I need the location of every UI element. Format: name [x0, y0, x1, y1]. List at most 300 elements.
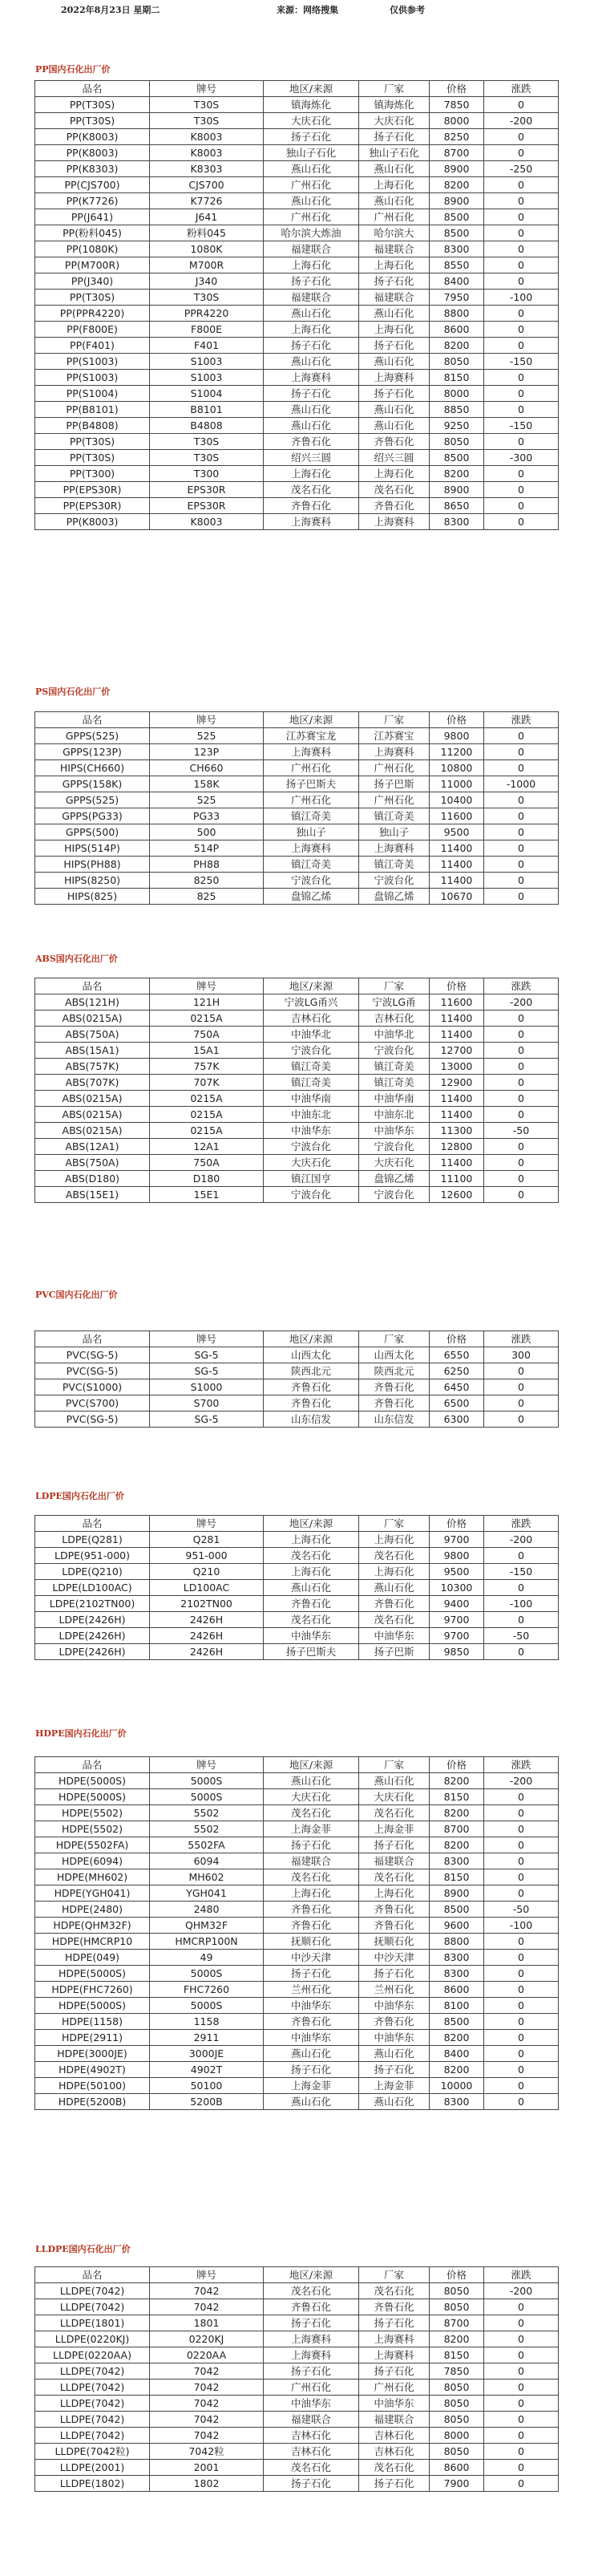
- cell-region: 茂名石化: [264, 2460, 359, 2476]
- table-row: [35, 273, 559, 290]
- cell-grade: 5502: [150, 1805, 264, 1821]
- column-header-grade: 牌号: [150, 1757, 264, 1773]
- cell-grade: 2426H: [150, 1644, 264, 1660]
- table-row: [35, 450, 559, 466]
- cell-price: 7850: [430, 97, 484, 113]
- table-header-row: [35, 1516, 559, 1532]
- cell-price: 9500: [430, 1564, 484, 1580]
- cell-change: 0: [484, 1789, 559, 1805]
- cell-price: 8150: [430, 370, 484, 386]
- column-header-change: 涨跌: [484, 1331, 559, 1347]
- cell-price: 12900: [430, 1075, 484, 1091]
- cell-region: 燕山石化: [264, 1580, 359, 1596]
- cell-change: 0: [484, 434, 559, 450]
- cell-price: 10670: [430, 889, 484, 905]
- cell-price: 8300: [430, 514, 484, 530]
- cell-maker: 齐鲁石化: [359, 2299, 430, 2315]
- cell-region: 上海赛科: [264, 2331, 359, 2347]
- cell-change: 0: [484, 728, 559, 744]
- cell-region: 宁波台化: [264, 1139, 359, 1155]
- cell-price: 9600: [430, 1918, 484, 1934]
- cell-price: 8200: [430, 1805, 484, 1821]
- section-title: PP国内石化出厂价: [35, 64, 111, 75]
- cell-change: 0: [484, 193, 559, 209]
- column-header-price: 价格: [430, 2267, 484, 2283]
- cell-region: 陕西北元: [264, 1363, 359, 1379]
- column-header-region: 地区/来源: [264, 712, 359, 728]
- cell-maker: 上海石化: [359, 1532, 430, 1548]
- cell-change: 0: [484, 1395, 559, 1412]
- cell-change: 0: [484, 466, 559, 482]
- column-header-maker: 厂家: [359, 1331, 430, 1347]
- cell-maker: 中油华东: [359, 1123, 430, 1139]
- table-row: [35, 873, 559, 889]
- cell-price: 7850: [430, 2363, 484, 2380]
- cell-maker: 大庆石化: [359, 1789, 430, 1805]
- cell-name: HIPS(CH660): [35, 760, 150, 776]
- cell-maker: 吉林石化: [359, 2428, 430, 2444]
- table-row: [35, 1580, 559, 1596]
- cell-price: 8050: [430, 2412, 484, 2428]
- cell-region: 扬子石化: [264, 2476, 359, 2492]
- cell-change: 0: [484, 1059, 559, 1075]
- cell-maker: 上海赛科: [359, 370, 430, 386]
- cell-region: 上海赛科: [264, 744, 359, 760]
- cell-maker: 扬子石化: [359, 1837, 430, 1853]
- cell-grade: S1004: [150, 386, 264, 402]
- cell-change: 0: [484, 2460, 559, 2476]
- cell-change: 0: [484, 2315, 559, 2331]
- cell-name: PP(B4808): [35, 418, 150, 434]
- cell-maker: 燕山石化: [359, 2046, 430, 2062]
- cell-region: 齐鲁石化: [264, 498, 359, 514]
- cell-price: 8300: [430, 1950, 484, 1966]
- table-row: [35, 1885, 559, 1902]
- cell-maker: 齐鲁石化: [359, 1395, 430, 1412]
- table-row: [35, 1027, 559, 1043]
- cell-change: 0: [484, 273, 559, 290]
- cell-price: 10000: [430, 2078, 484, 2094]
- cell-maker: 茂名石化: [359, 1805, 430, 1821]
- cell-change: 0: [484, 1363, 559, 1379]
- table-row: [35, 2078, 559, 2094]
- cell-maker: 扬子石化: [359, 338, 430, 354]
- table-row: [35, 1532, 559, 1548]
- cell-region: 山东信发: [264, 1412, 359, 1428]
- cell-region: 大庆石化: [264, 1155, 359, 1171]
- cell-maker: 盘锦乙烯: [359, 889, 430, 905]
- cell-price: 6300: [430, 1412, 484, 1428]
- table-row: [35, 1043, 559, 1059]
- cell-maker: 镇江奇美: [359, 1075, 430, 1091]
- cell-grade: EPS30R: [150, 482, 264, 498]
- cell-price: 8200: [430, 1837, 484, 1853]
- cell-price: 8150: [430, 2347, 484, 2363]
- cell-maker: 中油华东: [359, 2396, 430, 2412]
- table-row: [35, 824, 559, 840]
- cell-maker: 抚顺石化: [359, 1934, 430, 1950]
- cell-region: 广州石化: [264, 209, 359, 225]
- cell-change: 0: [484, 1885, 559, 1902]
- cell-maker: 茂名石化: [359, 1548, 430, 1564]
- cell-region: 燕山石化: [264, 193, 359, 209]
- cell-grade: 525: [150, 792, 264, 808]
- cell-name: PP(K8003): [35, 145, 150, 161]
- cell-region: 茂名石化: [264, 482, 359, 498]
- cell-name: HDPE(MH602): [35, 1869, 150, 1885]
- cell-name: LLDPE(2001): [35, 2460, 150, 2476]
- table-row: [35, 1805, 559, 1821]
- table-row: [35, 145, 559, 161]
- cell-region: 茂名石化: [264, 1869, 359, 1885]
- cell-change: 300: [484, 1347, 559, 1363]
- cell-name: ABS(D180): [35, 1171, 150, 1187]
- cell-change: 0: [484, 1837, 559, 1853]
- cell-change: -100: [484, 1596, 559, 1612]
- cell-grade: 7042: [150, 2412, 264, 2428]
- column-header-maker: 厂家: [359, 978, 430, 994]
- cell-region: 独山子: [264, 824, 359, 840]
- cell-grade: J340: [150, 273, 264, 290]
- cell-price: 8250: [430, 129, 484, 145]
- cell-maker: 茂名石化: [359, 482, 430, 498]
- cell-price: 8500: [430, 225, 484, 241]
- cell-change: 0: [484, 2476, 559, 2492]
- cell-maker: 陕西北元: [359, 1363, 430, 1379]
- cell-grade: PPR4220: [150, 306, 264, 322]
- cell-region: 上海石化: [264, 322, 359, 338]
- price-table: [34, 978, 559, 1203]
- cell-price: 8000: [430, 2428, 484, 2444]
- table-row: [35, 2444, 559, 2460]
- column-header-region: 地区/来源: [264, 978, 359, 994]
- cell-maker: 盘锦乙烯: [359, 1171, 430, 1187]
- cell-price: 8550: [430, 257, 484, 273]
- cell-grade: 121H: [150, 994, 264, 1011]
- cell-name: LDPE(951-000): [35, 1548, 150, 1564]
- cell-maker: 上海石化: [359, 257, 430, 273]
- cell-grade: F800E: [150, 322, 264, 338]
- cell-name: PP(CJS700): [35, 177, 150, 193]
- cell-price: 8200: [430, 466, 484, 482]
- table-header-row: [35, 978, 559, 994]
- cell-maker: 齐鲁石化: [359, 1918, 430, 1934]
- cell-name: LLDPE(7042): [35, 2396, 150, 2412]
- cell-grade: 1158: [150, 2014, 264, 2030]
- table-row: [35, 760, 559, 776]
- header-note: 仅供参考: [390, 5, 425, 15]
- cell-name: HDPE(5000S): [35, 1773, 150, 1789]
- cell-price: 8200: [430, 2331, 484, 2347]
- cell-region: 大庆石化: [264, 113, 359, 129]
- cell-region: 上海石化: [264, 1885, 359, 1902]
- cell-region: 上海石化: [264, 1564, 359, 1580]
- cell-change: 0: [484, 306, 559, 322]
- table-row: [35, 1059, 559, 1075]
- cell-change: 0: [484, 2046, 559, 2062]
- cell-grade: 49: [150, 1950, 264, 1966]
- cell-maker: 中油华南: [359, 1091, 430, 1107]
- cell-name: GPPS(PG33): [35, 808, 150, 824]
- cell-price: 9850: [430, 1644, 484, 1660]
- cell-region: 镇江奇美: [264, 1075, 359, 1091]
- cell-region: 上海赛科: [264, 370, 359, 386]
- cell-name: ABS(707K): [35, 1075, 150, 1091]
- cell-name: PP(EPS30R): [35, 482, 150, 498]
- cell-maker: 宁波台化: [359, 1139, 430, 1155]
- cell-grade: LD100AC: [150, 1580, 264, 1596]
- table-row: [35, 338, 559, 354]
- cell-price: 12600: [430, 1187, 484, 1203]
- cell-grade: EPS30R: [150, 498, 264, 514]
- table-row: [35, 1412, 559, 1428]
- cell-maker: 燕山石化: [359, 306, 430, 322]
- cell-price: 11100: [430, 1171, 484, 1187]
- cell-grade: 5000S: [150, 1998, 264, 2014]
- column-header-name: 品名: [35, 1757, 150, 1773]
- cell-region: 广州石化: [264, 792, 359, 808]
- table-row: [35, 1379, 559, 1395]
- price-table: [34, 711, 559, 905]
- cell-change: 0: [484, 1869, 559, 1885]
- table-row: [35, 1011, 559, 1027]
- column-header-maker: 厂家: [359, 712, 430, 728]
- cell-grade: 0215A: [150, 1107, 264, 1123]
- table-row: [35, 498, 559, 514]
- cell-name: PP(K7726): [35, 193, 150, 209]
- cell-grade: 7042: [150, 2299, 264, 2315]
- cell-price: 8200: [430, 177, 484, 193]
- cell-maker: 燕山石化: [359, 1773, 430, 1789]
- cell-price: 8050: [430, 2283, 484, 2299]
- cell-maker: 镇江奇美: [359, 1059, 430, 1075]
- cell-grade: 2426H: [150, 1612, 264, 1628]
- cell-maker: 齐鲁石化: [359, 1379, 430, 1395]
- cell-grade: J641: [150, 209, 264, 225]
- table-row: [35, 2046, 559, 2062]
- cell-maker: 扬子石化: [359, 129, 430, 145]
- cell-region: 上海金菲: [264, 2078, 359, 2094]
- cell-price: 12800: [430, 1139, 484, 1155]
- cell-region: 扬子石化: [264, 2315, 359, 2331]
- cell-name: GPPS(158K): [35, 776, 150, 792]
- cell-region: 宁波台化: [264, 1187, 359, 1203]
- cell-change: 0: [484, 2428, 559, 2444]
- cell-price: 8000: [430, 386, 484, 402]
- cell-name: HIPS(825): [35, 889, 150, 905]
- table-row: [35, 994, 559, 1011]
- table-row: [35, 177, 559, 193]
- cell-price: 8050: [430, 354, 484, 370]
- cell-price: 8050: [430, 434, 484, 450]
- cell-maker: 扬子石化: [359, 2476, 430, 2492]
- cell-region: 扬子石化: [264, 2062, 359, 2078]
- column-header-name: 品名: [35, 1331, 150, 1347]
- cell-region: 燕山石化: [264, 354, 359, 370]
- cell-region: 镇江奇美: [264, 1059, 359, 1075]
- cell-price: 9400: [430, 1596, 484, 1612]
- cell-price: 11400: [430, 857, 484, 873]
- cell-name: ABS(0215A): [35, 1011, 150, 1027]
- cell-change: 0: [484, 1075, 559, 1091]
- cell-grade: FHC7260: [150, 1982, 264, 1998]
- cell-name: HDPE(3000JE): [35, 2046, 150, 2062]
- cell-region: 扬子巴斯夫: [264, 1644, 359, 1660]
- cell-name: PP(K8003): [35, 514, 150, 530]
- cell-maker: 茂名石化: [359, 1612, 430, 1628]
- table-row: [35, 2094, 559, 2110]
- table-row: [35, 161, 559, 177]
- cell-region: 大庆石化: [264, 1789, 359, 1805]
- cell-price: 11400: [430, 1107, 484, 1123]
- cell-maker: 宁波台化: [359, 1043, 430, 1059]
- table-row: [35, 744, 559, 760]
- cell-maker: 扬子石化: [359, 2315, 430, 2331]
- cell-maker: 齐鲁石化: [359, 498, 430, 514]
- cell-name: PP(J340): [35, 273, 150, 290]
- cell-change: 0: [484, 889, 559, 905]
- cell-grade: HMCRP100N: [150, 1934, 264, 1950]
- cell-grade: 750A: [150, 1155, 264, 1171]
- cell-name: HDPE(YGH041): [35, 1885, 150, 1902]
- cell-region: 茂名石化: [264, 1548, 359, 1564]
- cell-name: HDPE(FHC7260): [35, 1982, 150, 1998]
- cell-name: LLDPE(7042): [35, 2283, 150, 2299]
- cell-change: 0: [484, 2062, 559, 2078]
- cell-name: HDPE(5502): [35, 1821, 150, 1837]
- cell-maker: 上海石化: [359, 1885, 430, 1902]
- cell-region: 中油华东: [264, 2030, 359, 2046]
- cell-price: 8050: [430, 2444, 484, 2460]
- cell-name: HDPE(4902T): [35, 2062, 150, 2078]
- table-row: [35, 1187, 559, 1203]
- cell-grade: 7042: [150, 2428, 264, 2444]
- cell-region: 广州石化: [264, 177, 359, 193]
- column-header-change: 涨跌: [484, 712, 559, 728]
- cell-price: 8600: [430, 2460, 484, 2476]
- column-header-change: 涨跌: [484, 81, 559, 97]
- cell-price: 8500: [430, 2014, 484, 2030]
- cell-name: GPPS(525): [35, 728, 150, 744]
- table-row: [35, 1902, 559, 1918]
- cell-region: 宁波LG甬兴: [264, 994, 359, 1011]
- cell-region: 上海石化: [264, 1532, 359, 1548]
- table-row: [35, 2347, 559, 2363]
- cell-region: 抚顺石化: [264, 1934, 359, 1950]
- cell-maker: 燕山石化: [359, 161, 430, 177]
- cell-grade: K7726: [150, 193, 264, 209]
- cell-maker: 中油华东: [359, 2030, 430, 2046]
- cell-change: 0: [484, 2030, 559, 2046]
- cell-price: 9700: [430, 1612, 484, 1628]
- cell-change: 0: [484, 209, 559, 225]
- cell-grade: T30S: [150, 450, 264, 466]
- cell-maker: 扬子石化: [359, 273, 430, 290]
- cell-region: 镇江奇美: [264, 857, 359, 873]
- cell-change: -50: [484, 1902, 559, 1918]
- cell-change: 0: [484, 177, 559, 193]
- cell-maker: 镇江奇美: [359, 808, 430, 824]
- cell-change: -200: [484, 2283, 559, 2299]
- table-row: [35, 1789, 559, 1805]
- cell-region: 燕山石化: [264, 2046, 359, 2062]
- cell-price: 7900: [430, 2476, 484, 2492]
- cell-change: 0: [484, 1934, 559, 1950]
- cell-price: 8600: [430, 1982, 484, 1998]
- cell-name: ABS(12A1): [35, 1139, 150, 1155]
- cell-grade: S1000: [150, 1379, 264, 1395]
- cell-grade: 4902T: [150, 2062, 264, 2078]
- cell-change: 0: [484, 145, 559, 161]
- cell-change: 0: [484, 322, 559, 338]
- cell-grade: 7042粒: [150, 2444, 264, 2460]
- cell-grade: QHM32F: [150, 1918, 264, 1934]
- cell-price: 8100: [430, 1998, 484, 2014]
- cell-name: ABS(757K): [35, 1059, 150, 1075]
- column-header-region: 地区/来源: [264, 81, 359, 97]
- table-row: [35, 1139, 559, 1155]
- cell-change: 0: [484, 129, 559, 145]
- table-row: [35, 2396, 559, 2412]
- cell-region: 中油东北: [264, 1107, 359, 1123]
- cell-change: 0: [484, 97, 559, 113]
- cell-maker: 扬子石化: [359, 2062, 430, 2078]
- header-date: 2022年8月23日 星期二: [61, 5, 160, 15]
- cell-name: LLDPE(0220AA): [35, 2347, 150, 2363]
- column-header-region: 地区/来源: [264, 1757, 359, 1773]
- cell-change: -150: [484, 418, 559, 434]
- cell-maker: 齐鲁石化: [359, 1902, 430, 1918]
- cell-change: 0: [484, 241, 559, 257]
- cell-price: 11400: [430, 1011, 484, 1027]
- cell-grade: 5200B: [150, 2094, 264, 2110]
- column-header-grade: 牌号: [150, 1516, 264, 1532]
- cell-change: -100: [484, 1918, 559, 1934]
- table-row: [35, 225, 559, 241]
- cell-maker: 宁波LG甬: [359, 994, 430, 1011]
- cell-maker: 福建联合: [359, 290, 430, 306]
- column-header-grade: 牌号: [150, 978, 264, 994]
- price-table: [34, 2266, 559, 2492]
- table-row: [35, 1155, 559, 1171]
- column-header-name: 品名: [35, 712, 150, 728]
- table-row: [35, 1347, 559, 1363]
- cell-name: HDPE(5000S): [35, 1998, 150, 2014]
- cell-region: 扬子巴斯夫: [264, 776, 359, 792]
- cell-region: 齐鲁石化: [264, 2014, 359, 2030]
- cell-region: 中油华东: [264, 1998, 359, 2014]
- cell-name: PP(EPS30R): [35, 498, 150, 514]
- cell-change: 0: [484, 857, 559, 873]
- table-row: [35, 2428, 559, 2444]
- cell-region: 绍兴三圆: [264, 450, 359, 466]
- cell-change: 0: [484, 257, 559, 273]
- cell-change: 0: [484, 1139, 559, 1155]
- cell-grade: K8303: [150, 161, 264, 177]
- cell-maker: 吉林石化: [359, 2444, 430, 2460]
- table-row: [35, 1395, 559, 1412]
- cell-price: 9800: [430, 1548, 484, 1564]
- cell-price: 8800: [430, 1934, 484, 1950]
- cell-price: 11000: [430, 776, 484, 792]
- cell-maker: 齐鲁石化: [359, 434, 430, 450]
- cell-region: 上海石化: [264, 466, 359, 482]
- cell-grade: 2911: [150, 2030, 264, 2046]
- cell-name: PP(T30S): [35, 97, 150, 113]
- cell-name: PP(T30S): [35, 290, 150, 306]
- table-row: [35, 1564, 559, 1580]
- cell-region: 扬子石化: [264, 1966, 359, 1982]
